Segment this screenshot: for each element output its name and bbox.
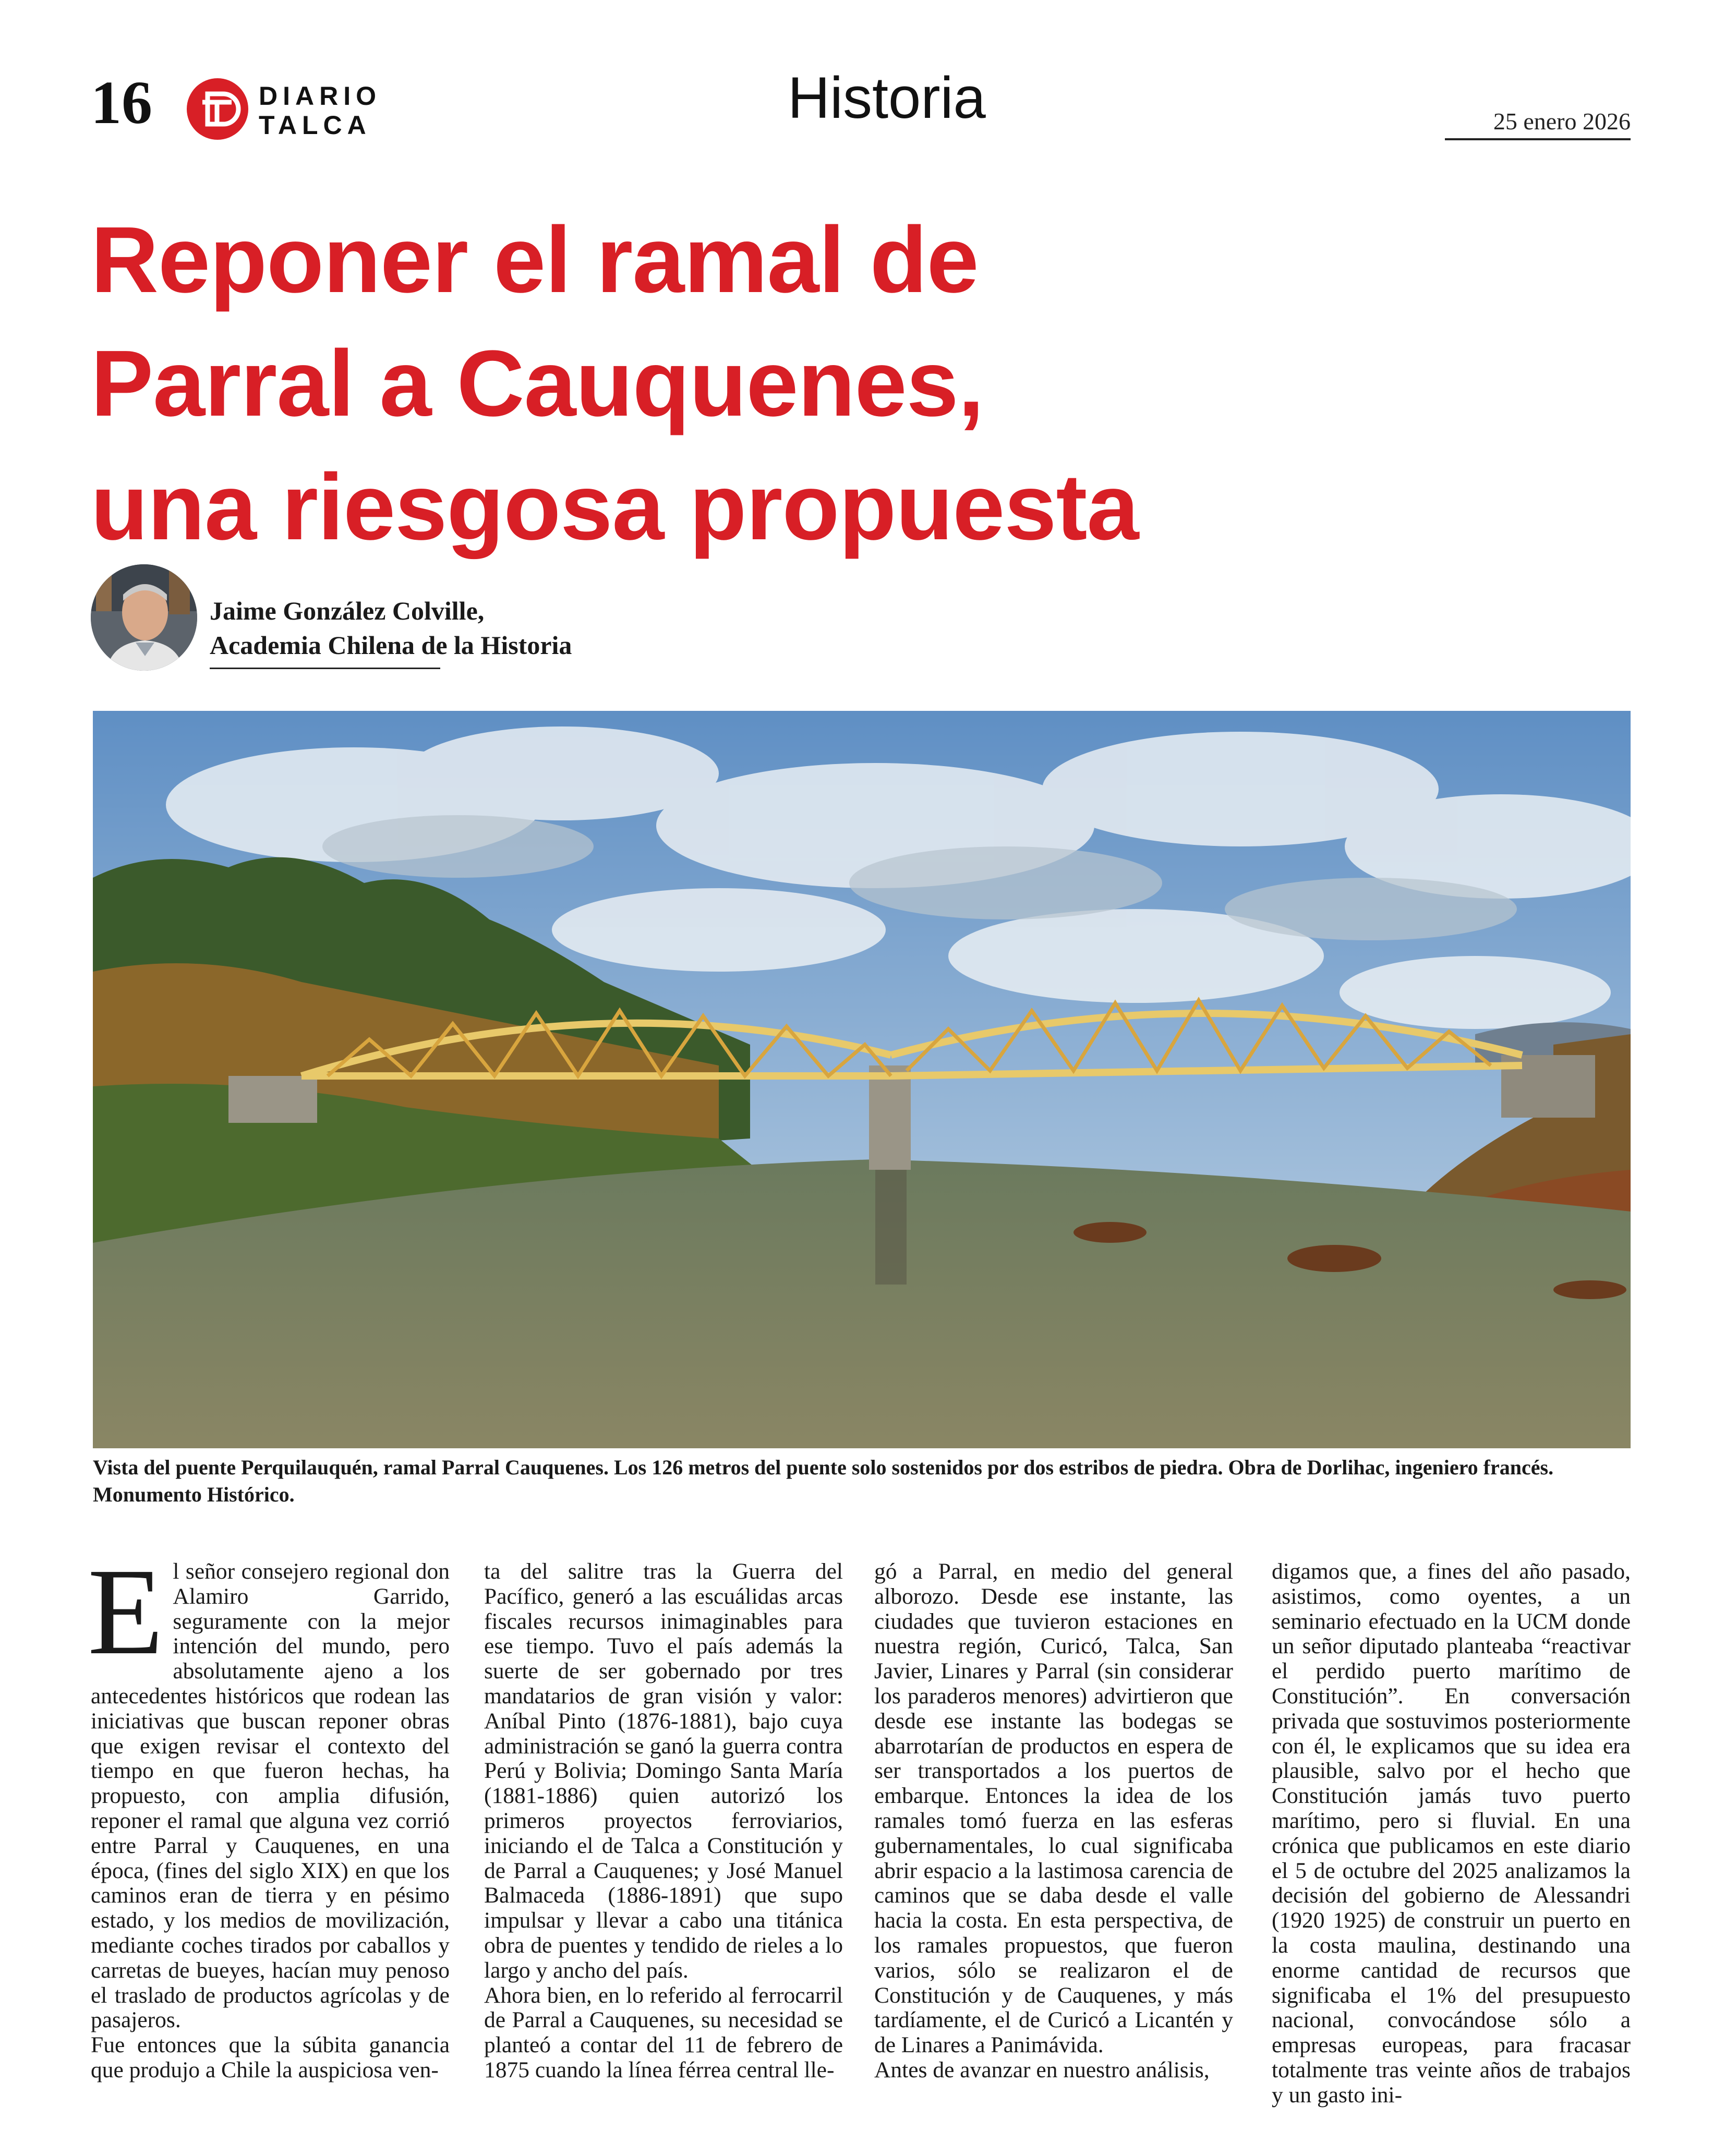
- author-name: Jaime González Colville,: [210, 596, 485, 625]
- page-number: 16: [91, 68, 152, 137]
- headline-line-2: Parral a Cauquenes,: [91, 331, 984, 436]
- author-avatar: [91, 564, 197, 671]
- author-byline: [210, 593, 572, 662]
- logo-line-1: DIARIO: [259, 81, 381, 111]
- paragraph-6: Antes de avanzar en nuestro análisis,: [874, 2057, 1210, 2082]
- diario-talca-logo[interactable]: [187, 78, 395, 141]
- photo-caption: Vista del puente Perquilauquén, ramal Parral Cauquenes. Los 126 metros del puente solo sostenidos por dos estribos de piedra. Obra de Dorlihac, ingeniero francés. Monumento Histórico.: [93, 1456, 1554, 1506]
- headline: [91, 198, 1603, 569]
- drop-cap: E: [88, 1543, 164, 1680]
- paragraph-5: gó a Parral, en medio del general alborozo. Desde ese instante, las ciudades que tuvieron estaciones en nuestra región, Curicó, Talca, San Javier, Linares y Parral (sin considerar los paraderos menores) advirtieron que desde ese instante las bodegas se abarrotarían de productos en espera de ser transportados a los puertos de embarque. Entonces la idea de los ramales tomó fuerza en las esferas gubernamentales, lo cual significaba abrir espacio a la lastimosa carencia de caminos que se daba desde el valle hacia la costa. En esta perspectiva, de los ramales propuestos, que fueron varios, sólo se realizaron el de Constitución y de Cauquenes, y más tardíamente, el de Curicó a Licantén y de Linares a Panimávida.: [874, 1559, 1233, 2058]
- logo-wordmark: [259, 81, 381, 140]
- paragraph-4: Ahora bien, en lo referido al ferrocarril de Parral a Cauquenes, su necesidad se planteó a contar del 11 de febrero de 1875 cuando la línea férrea central lle-: [484, 1982, 843, 2082]
- headline-line-3: una riesgosa propuesta: [91, 455, 1139, 560]
- headline-line-1: Reponer el ramal de: [91, 208, 979, 312]
- bridge-photo: [93, 711, 1631, 1448]
- byline-rule: [210, 668, 440, 669]
- logo-mark-icon: [187, 78, 248, 140]
- section-title: Historia: [788, 65, 986, 130]
- article-column-2: [484, 1559, 843, 2083]
- paragraph-1: l señor consejero regional don Alamiro Garrido, seguramente con la mejor intención del mundo, pero absolutamente ajeno a los antecedentes históricos que rodean las iniciativas que buscan reponer obras que exigen revisar el contexto del tiempo en que fueron hechas, ha propuesto, con amplia difusión, reponer el ramal que alguna vez corrió entre Parral y Cauquenes, en una época, (fines del siglo XIX) en que los caminos eran de tierra y en pésimo estado, y los medios de movilización, mediante coches tirados por caballos y carretas de bueyes, hacían muy penoso el traslado de productos agrícolas y de pasajeros.: [91, 1559, 450, 2033]
- article-column-1: [88, 1543, 450, 2083]
- logo-line-2: TALCA: [259, 111, 371, 140]
- author-affiliation: Academia Chilena de la Historia: [210, 631, 572, 660]
- paragraph-7: digamos que, a fines del año pasado, asistimos, como oyentes, a un seminario efectuado en la UCM donde un señor diputado planteaba “reactivar el perdido puerto marítimo de Constitución”. En conversación privada que sostuvimos posteriormente con él, le explicamos que su idea era plausible, salvo por el hecho que Constitución jamás tuvo puerto marítimo, pero si fluvial. En una crónica que publicamos en este diario el 5 de octubre del 2025 analizamos la decisión del gobierno de Alessandri (1920 1925) de construir un puerto en la costa maulina, destinando una enorme cantidad de recursos que significaba el 1% del presupuesto nacional, convocándose sólo a empresas europeas, para fracasar totalmente tras veinte años de trabajos y un gasto ini-: [1272, 1559, 1631, 2107]
- article-column-4: [1272, 1559, 1631, 2108]
- paragraph-3: ta del salitre tras la Guerra del Pacífico, generó a las escuálidas arcas fiscales recursos inimaginables para ese tiempo. Tuvo el país además la suerte de ser gobernado por tres mandatarios de gran visión y valor: Aníbal Pinto (1876-1881), bajo cuya administración se ganó la guerra contra Perú y Bolivia; Domingo Santa María (1881-1886) quien autorizó los primeros proyectos ferroviarios, iniciando el de Talca a Constitución y de Parral a Cauquenes; y José Manuel Balmaceda (1886-1891) que supo impulsar y llevar a cabo una titánica obra de puentes y tendido de rieles a lo largo y ancho del país.: [484, 1559, 843, 1983]
- article-column-3: [874, 1559, 1233, 2083]
- paragraph-2: Fue entonces que la súbita ganancia que produjo a Chile la auspiciosa ven-: [91, 2032, 450, 2082]
- issue-date: 25 enero 2026: [1445, 107, 1631, 140]
